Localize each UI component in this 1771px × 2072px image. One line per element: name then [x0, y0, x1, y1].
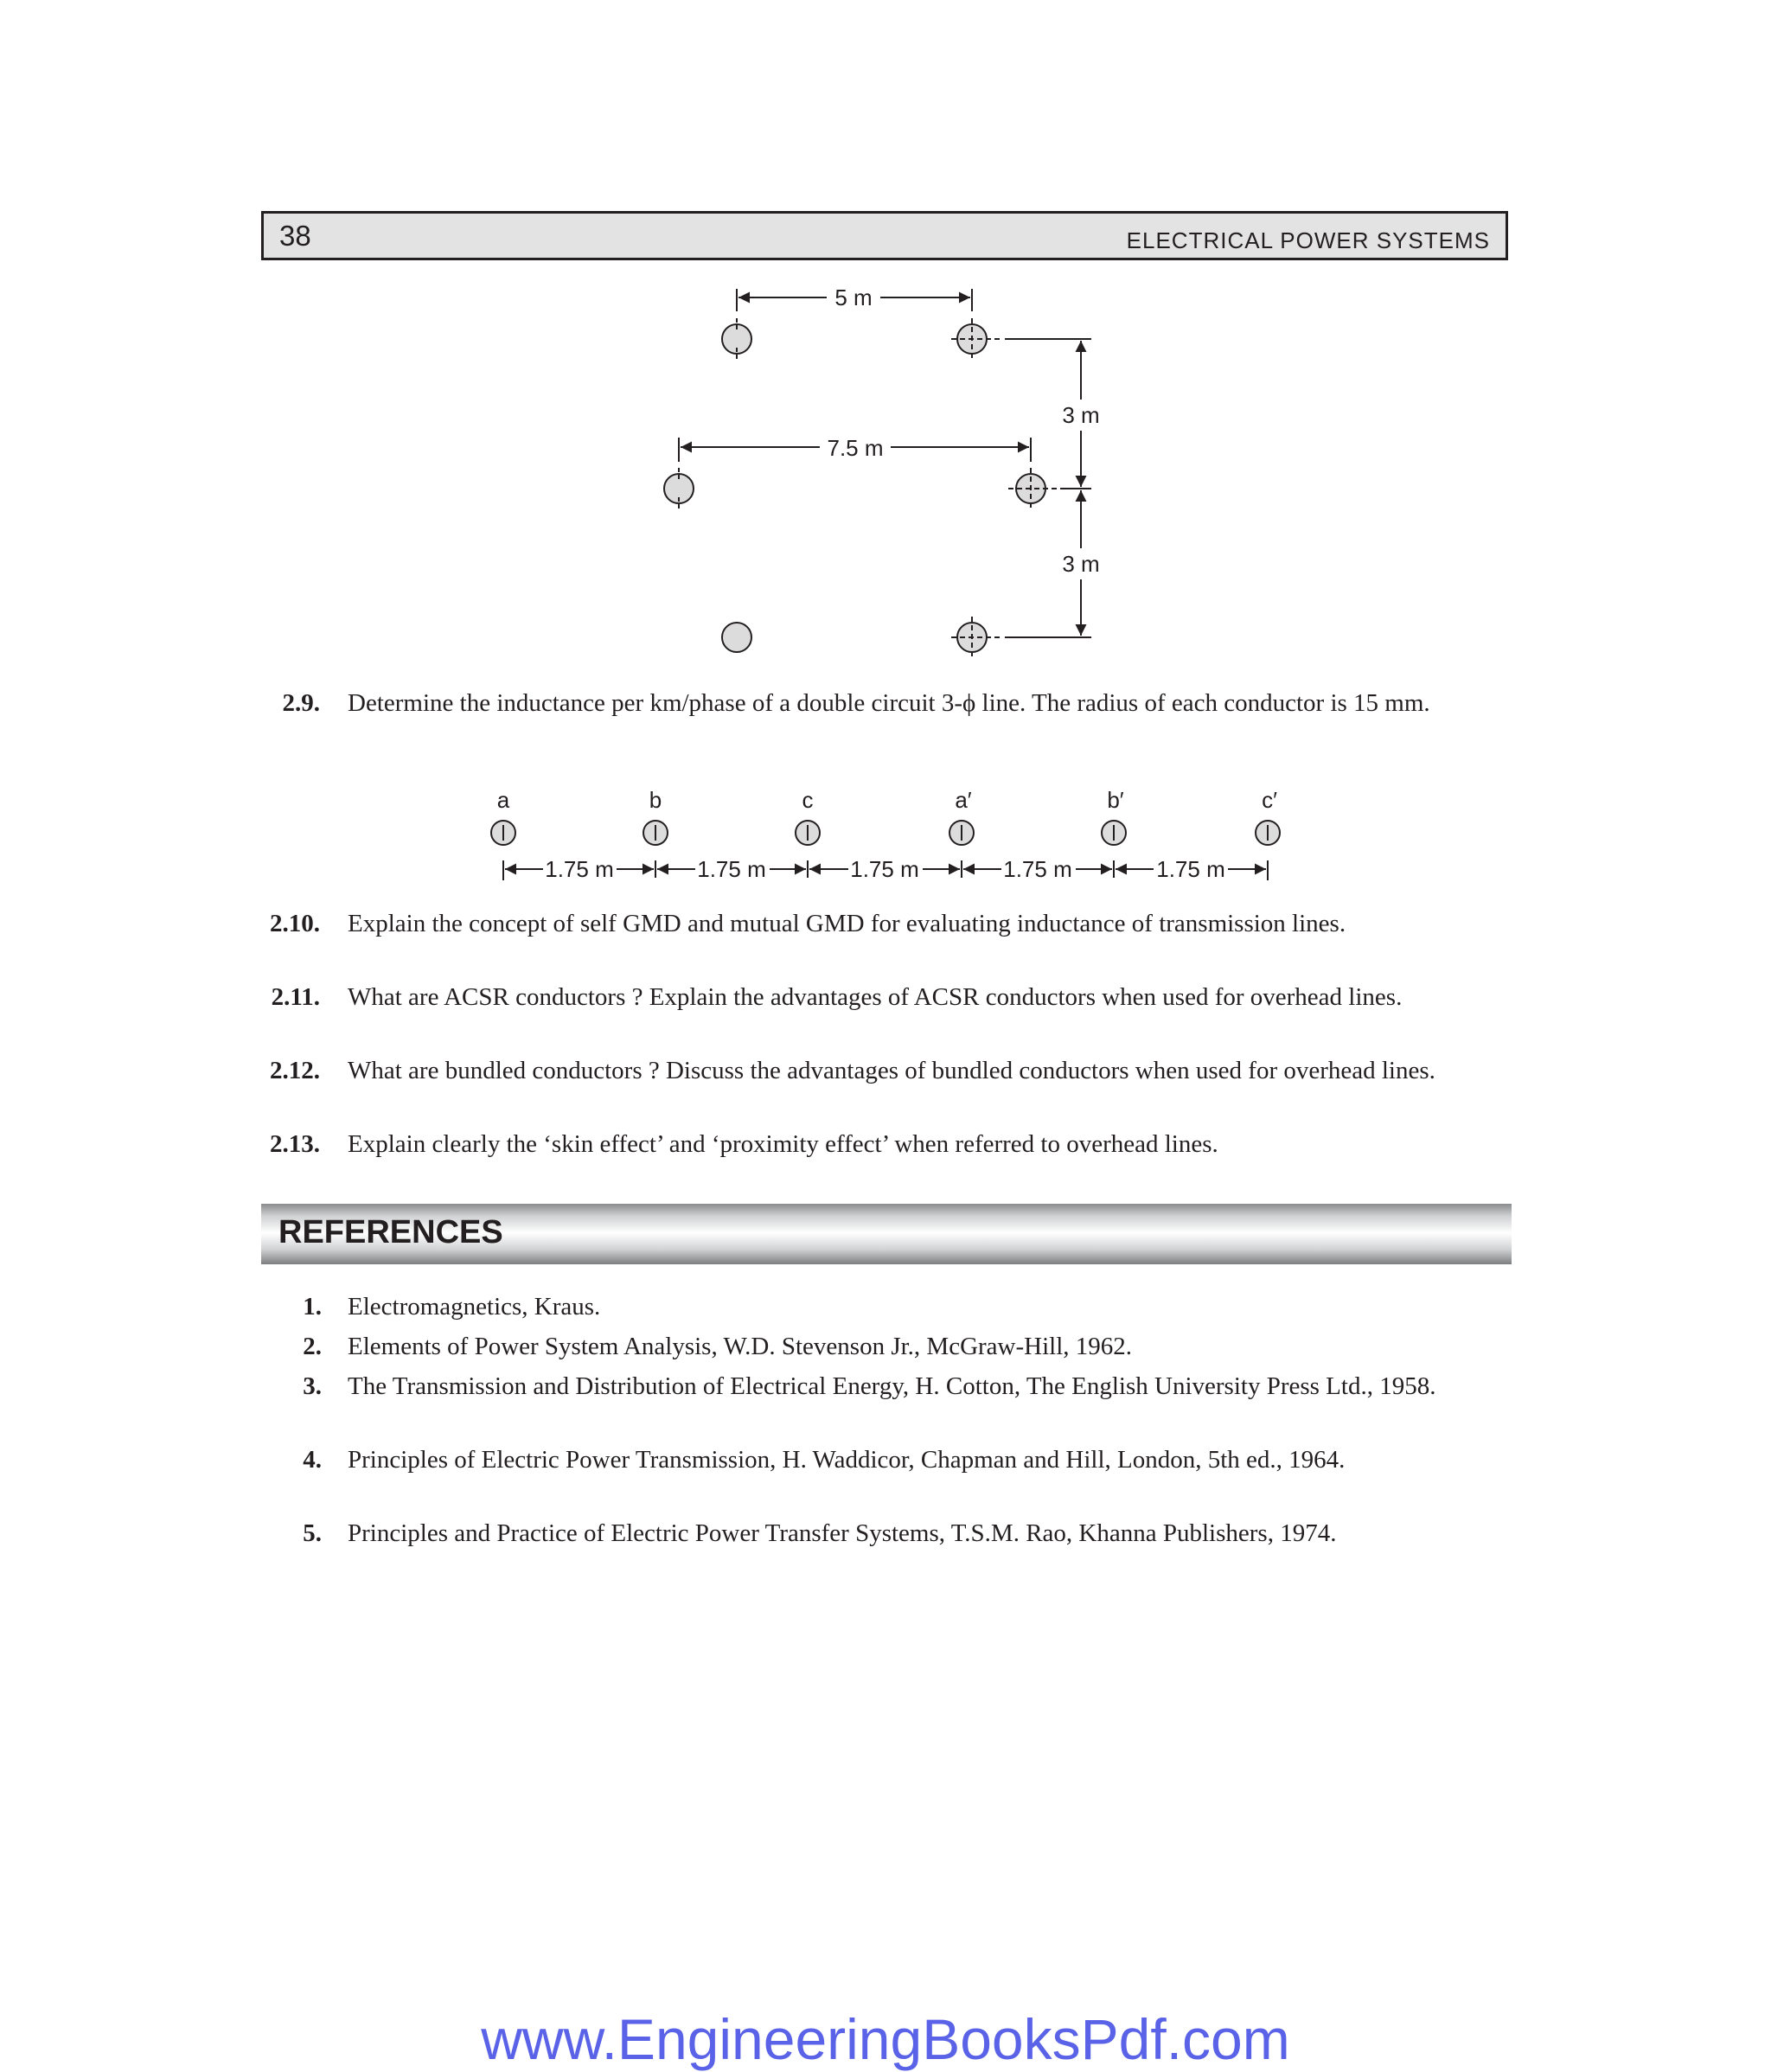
reference-text: Principles and Practice of Electric Power Transfer Systems, T.S.M. Rao, Khanna Publishers, 1974.: [348, 1519, 1337, 1547]
spacing-label: 1.75 m: [1156, 856, 1225, 882]
conductor-label: c: [802, 787, 814, 813]
question-number: 2.9.: [282, 689, 320, 717]
conductor-label: b′: [1107, 787, 1124, 813]
spacing-label: 1.75 m: [850, 856, 919, 882]
conductor-label: a: [496, 787, 510, 813]
spacing-label: 1.75 m: [1003, 856, 1072, 882]
spacing-label: 1.75 m: [545, 856, 614, 882]
dim-label-7-5m: 7.5 m: [827, 435, 884, 461]
reference-text: Electromagnetics, Kraus.: [348, 1293, 601, 1321]
dim-label-5m: 5 m: [834, 285, 873, 310]
question-number: 2.10.: [270, 910, 320, 937]
question-text: Determine the inductance per km/phase of a double circuit 3-ϕ line. The radius of each conductor is 15 mm.: [348, 689, 1430, 717]
reference-number: 1.: [303, 1293, 322, 1321]
reference-number: 2.: [303, 1333, 322, 1360]
dim-label-3m-lower: 3 m: [1062, 551, 1100, 577]
conductor-label: a′: [955, 787, 972, 813]
question-text: Explain clearly the ‘skin effect’ and ‘proximity effect’ when referred to overhead lines.: [348, 1130, 1218, 1158]
reference-number: 4.: [303, 1446, 322, 1474]
reference-text: Elements of Power System Analysis, W.D. Stevenson Jr., McGraw-Hill, 1962.: [348, 1333, 1133, 1360]
question-text: What are bundled conductors ? Discuss the advantages of bundled conductors when used for overhead lines.: [348, 1057, 1435, 1084]
dim-label-3m-upper: 3 m: [1062, 402, 1100, 428]
double-circuit-conductor-row-figure: [0, 0, 1771, 899]
references-heading-bar: [261, 1204, 1512, 1264]
reference-number: 5.: [303, 1519, 322, 1547]
reference-text: Principles of Electric Power Transmission, H. Waddicor, Chapman and Hill, London, 5th ed., 1964.: [348, 1446, 1346, 1474]
spacing-label: 1.75 m: [697, 856, 766, 882]
question-number: 2.11.: [271, 983, 320, 1011]
question-text: What are ACSR conductors ? Explain the advantages of ACSR conductors when used for overhead lines.: [348, 983, 1403, 1011]
question-number: 2.12.: [270, 1057, 320, 1084]
conductor-label: c′: [1262, 787, 1277, 813]
page-number: 38: [279, 220, 311, 252]
footer-watermark: www.EngineeringBooksPdf.com: [481, 2007, 1290, 2071]
running-title: ELECTRICAL POWER SYSTEMS: [1126, 227, 1490, 253]
conductor-label: b: [649, 787, 662, 813]
question-text: Explain the concept of self GMD and mutual GMD for evaluating inductance of transmission lines.: [348, 910, 1346, 937]
reference-text: The Transmission and Distribution of Electrical Energy, H. Cotton, The English University Press Ltd., 1958.: [348, 1372, 1436, 1400]
reference-number: 3.: [303, 1372, 322, 1400]
question-number: 2.13.: [270, 1130, 320, 1158]
references-heading: REFERENCES: [278, 1214, 503, 1250]
